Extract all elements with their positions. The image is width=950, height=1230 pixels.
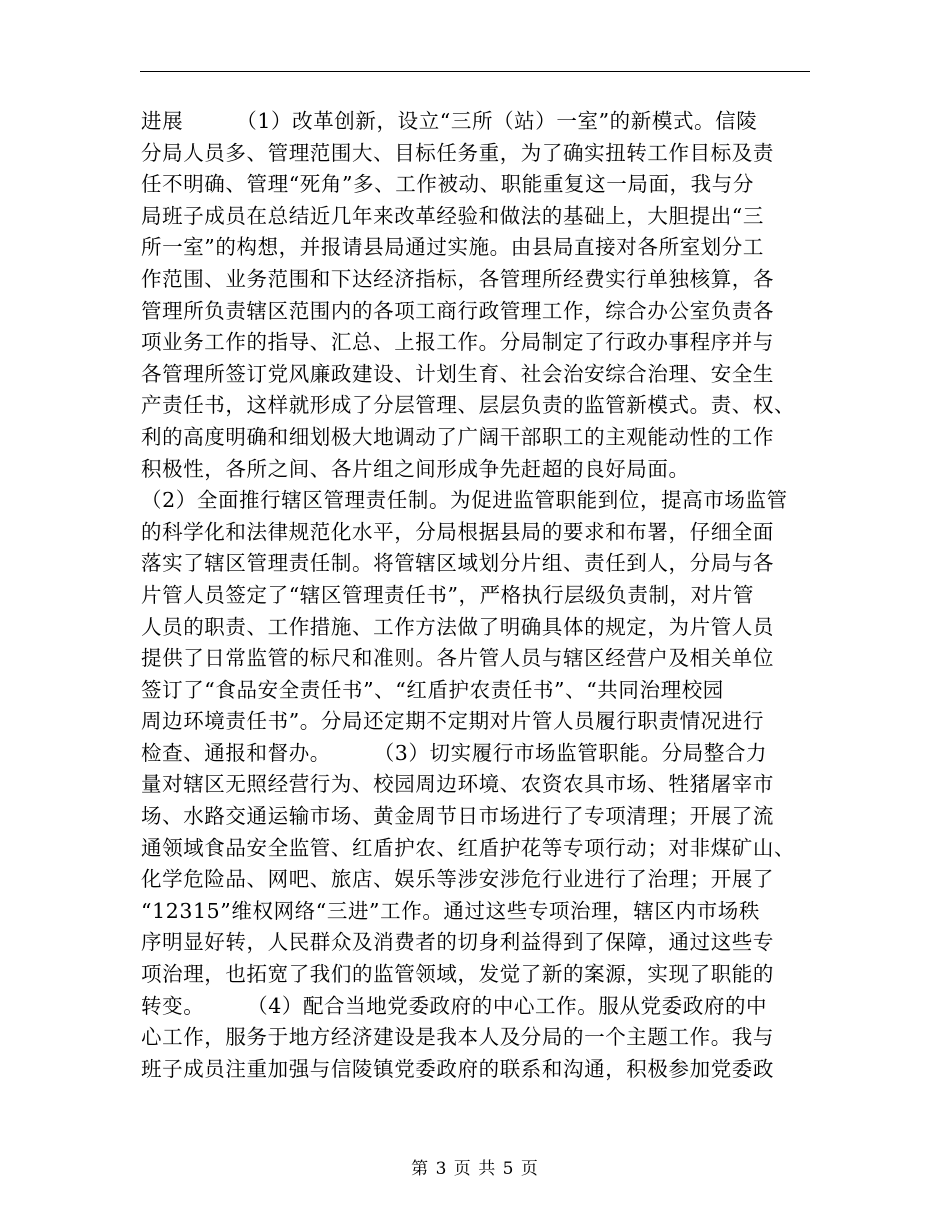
- text-line: 序明显好转，人民群众及消费者的切身利益得到了保障，通过这些专: [141, 930, 774, 955]
- text-line: 各管理所签订党风廉政建设、计划生育、社会治安综合治理、安全生: [141, 361, 774, 386]
- text-line: 化学危险品、网吧、旅店、娱乐等涉安涉危行业进行了治理；开展了: [141, 867, 774, 892]
- text-line: 量对辖区无照经营行为、校园周边环境、农资农具市场、牲猪屠宰市: [141, 772, 774, 797]
- text-line: “12315”维权网络“三进”工作。通过这些专项治理，辖区内市场秩: [141, 898, 760, 923]
- text-line: 局班子成员在总结近几年来改革经验和做法的基础上，大胆提出“三: [141, 203, 764, 228]
- body-text: [141, 106, 813, 1085]
- text-line: 的科学化和法律规范化水平，分局根据县局的要求和布署，仔细全面: [141, 519, 774, 544]
- text-line: 提供了日常监管的标尺和准则。各片管人员与辖区经营户及相关单位: [141, 646, 774, 671]
- text-line: 分局人员多、管理范围大、目标任务重，为了确实扭转工作目标及责: [141, 140, 774, 165]
- text-line: 片管人员签定了“辖区管理责任书”，严格执行层级负责制，对片管: [141, 582, 754, 607]
- text-line: 项业务工作的指导、汇总、上报工作。分局制定了行政办事程序并与: [141, 330, 774, 355]
- text-line: 积极性，各所之间、各片组之间形成争先赶超的良好局面。: [141, 456, 690, 481]
- text-line: 作范围、业务范围和下达经济指标，各管理所经费实行单独核算，各: [141, 266, 774, 291]
- text-line: 产责任书，这样就形成了分层管理、层层负责的监管新模式。责、权、: [141, 393, 796, 418]
- text-line: 任不明确、管理“死角”多、工作被动、职能重复这一局面，我与分: [141, 172, 754, 197]
- text-line: 利的高度明确和细划极大地调动了广阔干部职工的主观能动性的工作: [141, 424, 774, 449]
- text-line: 周边环境责任书”。分局还定期不定期对片管人员履行职责情况进行: [141, 709, 764, 734]
- text-line: （2）全面推行辖区管理责任制。为促进监管职能到位，提高市场监管: [141, 488, 788, 513]
- page-footer: 第 3 页 共 5 页: [411, 1159, 539, 1179]
- text-line: 场、水路交通运输市场、黄金周节日市场进行了专项清理；开展了流: [141, 804, 774, 829]
- text-line: 班子成员注重加强与信陵镇党委政府的联系和沟通，积极参加党委政: [141, 1056, 774, 1081]
- text-line: 所一室”的构想，并报请县局通过实施。由县局直接对各所室划分工: [141, 235, 764, 260]
- text-line: 落实了辖区管理责任制。将管辖区域划分片组、责任到人，分局与各: [141, 551, 774, 576]
- header-rule: [140, 71, 810, 72]
- text-line: 签订了“食品安全责任书”、“红盾护农责任书”、“共同治理校园: [141, 677, 724, 702]
- text-line: 检查、通报和督办。 （3）切实履行市场监管职能。分局整合力: [141, 740, 768, 765]
- text-line: 心工作，服务于地方经济建设是我本人及分局的一个主题工作。我与: [141, 1025, 774, 1050]
- text-line: 进展 （1）改革创新，设立“三所（站）一室”的新模式。信陵: [141, 109, 758, 133]
- text-line: 转变。 （4）配合当地党委政府的中心工作。服从党委政府的中: [141, 993, 768, 1018]
- text-line: 项治理，也拓宽了我们的监管领域，发觉了新的案源，实现了职能的: [141, 962, 774, 987]
- text-line: 人员的职责、工作措施、工作方法做了明确具体的规定，为片管人员: [141, 614, 774, 639]
- text-line: 管理所负责辖区范围内的各项工商行政管理工作，综合办公室负责各: [141, 298, 774, 323]
- text-line: 通领域食品安全监管、红盾护农、红盾护花等专项行动；对非煤矿山、: [141, 835, 796, 860]
